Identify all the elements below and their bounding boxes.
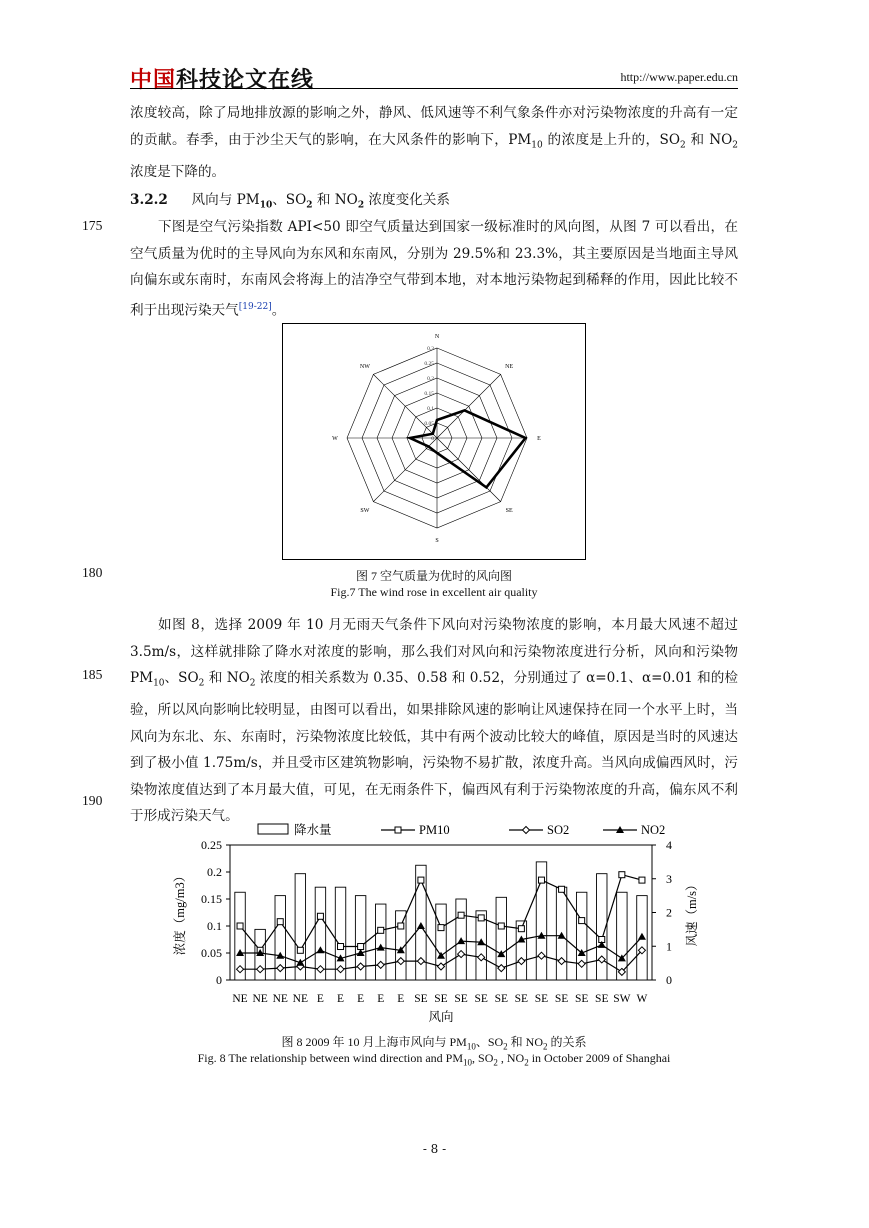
rose-direction-label: N — [434, 334, 440, 340]
rose-direction-label: NW — [359, 363, 370, 370]
rose-ring-label: 0.1 — [427, 406, 434, 412]
pm10-point — [338, 944, 344, 950]
legend-label: PM10 — [419, 823, 450, 837]
figure-8-caption-cn: 图 8 2009 年 10 月上海市风向与 $PM_{10}$、$SO_2$ 和 $NO_2$ 的关系 — [281, 1035, 587, 1052]
line-number: 180 — [82, 565, 103, 580]
site-logo: 中国科技论文在线 — [130, 68, 315, 93]
legend-label: 降水量 — [294, 823, 332, 837]
x-tick-label: SE — [474, 993, 488, 1005]
legend-marker — [523, 827, 530, 834]
rose-ring-label: 0 — [431, 436, 434, 442]
rose-direction-label: E — [537, 436, 541, 442]
y2-axis-label: 风速（m/s） — [685, 878, 699, 947]
x-tick-label: E — [397, 993, 405, 1005]
pm10-point — [458, 912, 464, 918]
rose-ring-label: 0.3 — [427, 346, 434, 352]
rose-direction-label: S — [435, 538, 439, 544]
rose-ring-label: 0.25 — [424, 361, 434, 367]
paragraph-1: 浓度较高，除了局地排放源的影响之外，静风、低风速等不利气象条件亦对污染物浓度的升高有一定的贡献。春季，由于沙尘天气的影响，在大风条件的影响下，$PM_{10}$ 的浓度是上升的，$SO_2$ 和 $NO_2$ 浓度是下降的。 — [130, 105, 738, 180]
pm10-point — [418, 877, 424, 883]
pm10-point — [538, 877, 544, 883]
line-number: 190 — [82, 793, 103, 808]
pm10-point — [237, 923, 243, 929]
x-tick-label: NE — [272, 993, 288, 1005]
precip-bar — [617, 892, 627, 980]
pm10-point — [398, 923, 404, 929]
rose-ring-label: 0.05 — [424, 421, 434, 427]
figure-8-caption-en: Fig. 8 The relationship between wind direction and $PM_{10}$, $SO_2$ , $NO_2$ in October 2009 of Shanghai — [197, 1051, 671, 1068]
y2-tick-label: 1 — [666, 939, 672, 954]
pm10-point — [579, 918, 585, 924]
x-tick-label: SE — [574, 993, 589, 1005]
rose-direction-label: NE — [505, 363, 514, 370]
x-tick-label: SE — [414, 993, 428, 1005]
legend-label: SO2 — [547, 823, 570, 837]
header-url[interactable]: http://www.paper.edu.cn — [620, 70, 738, 84]
legend-bar-swatch — [258, 824, 288, 834]
x-tick-label: SE — [434, 993, 448, 1005]
pm10-point — [639, 877, 645, 883]
y2-tick-label: 0 — [666, 973, 672, 987]
x-tick-label: SE — [595, 993, 609, 1005]
x-tick-label: NE — [232, 993, 248, 1005]
paragraph-3: 如图 8，选择 2009 年 10 月无雨天气条件下风向对污染物浓度的影响，本月最大风速不超过 3.5m/s，这样就排除了降水对浓度的影响，那么我们对风向和污染物浓度进行分析，风向和污染物 $PM_{10}$、$SO_2$ 和 $NO_2$ 浓度的相关系数为 0.35、0.58 和 0.52，分别通过了 α=0.1、α=0.01 和的检验，所以风向影响比较明显，由图可以看出，如果排除风速的影响让风速保持在同一个水平上时，当风向为东北、东、东南时，污染物浓度比较低，其中有两个波动比较大的峰值，原因是当时的风速达到了极小值 1.75m/s，并且受市区建筑物影响，污染物不易扩散，浓度升高。当风向成偏西风时，污染物浓度值达到了本月最大值，可见，在无雨条件下，偏西风有利于污染物浓度的升高，偏东风不利于形成污染天气。 — [130, 617, 738, 825]
x-tick-label: E — [377, 993, 385, 1005]
citation-link[interactable]: [19-22] — [238, 301, 272, 312]
x-tick-label: SE — [514, 993, 529, 1005]
pm10-point — [518, 926, 524, 932]
pm10-point — [478, 915, 484, 921]
x-tick-label: E — [337, 993, 345, 1005]
y-tick-label: 0.25 — [201, 838, 222, 852]
y-tick-label: 0 — [216, 973, 222, 987]
y-tick-label: 0.1 — [207, 919, 222, 933]
pm10-point — [619, 872, 625, 878]
y-tick-label: 0.05 — [201, 946, 222, 960]
line-number: 175 — [82, 218, 103, 233]
y2-tick-label: 3 — [666, 871, 672, 886]
section-heading: 3.2.2 风向与 $PM_{10}$、$SO_2$ 和 $NO_2$ 浓度变化关系 — [130, 192, 450, 211]
y2-tick-label: 2 — [666, 905, 672, 920]
x-tick-label: SE — [554, 993, 569, 1005]
page-number: - 8 - — [422, 1142, 447, 1156]
x-tick-label: NE — [292, 993, 309, 1005]
y-tick-label: 0.2 — [207, 865, 222, 879]
x-axis-label: 风向 — [428, 1010, 454, 1024]
legend-label: NO2 — [641, 823, 666, 837]
pm10-point — [277, 919, 283, 925]
x-tick-label: NE — [252, 993, 268, 1005]
rose-direction-label: W — [332, 436, 338, 442]
y-axis-label: 浓度（mg/m3） — [173, 869, 187, 956]
x-tick-label: E — [357, 993, 365, 1005]
pm10-point — [297, 947, 303, 953]
x-tick-label: E — [316, 993, 324, 1005]
y2-tick-label: 4 — [666, 838, 672, 852]
legend-marker — [395, 827, 401, 833]
wind-pollutant-chart — [160, 818, 720, 1032]
pm10-point — [559, 886, 565, 892]
rose-ring-label: 0.2 — [427, 376, 434, 382]
pm10-point — [317, 913, 323, 919]
pm10-point — [358, 944, 364, 950]
wind-rose-figure — [282, 323, 586, 560]
figure-7-caption-cn: 图 7 空气质量为优时的风向图 — [355, 569, 512, 583]
chart-plot — [172, 822, 699, 1024]
header-rule — [130, 88, 738, 89]
x-tick-label: SE — [534, 993, 549, 1005]
rose-direction-label: SW — [360, 508, 370, 515]
x-tick-label: W — [636, 993, 648, 1005]
pm10-point — [378, 927, 384, 933]
y-tick-label: 0.15 — [201, 892, 222, 906]
paragraph-2: 下图是空气污染指数 API<50 即空气质量达到国家一级标准时的风向图，从图 7 可以看出，在空气质量为优时的主导风向为东风和东南风，分别为 29.5%和 23.3%，其主要原因是当地面主导风向偏东或东南时，东南风会将海上的洁净空气带到本地，对本地污染物起到稀释的作用，因此比较不利于出现污染天气[19-22]。 — [130, 219, 738, 319]
rose-direction-label: SE — [505, 508, 513, 515]
x-tick-label: SW — [613, 993, 631, 1005]
line-number: 185 — [82, 667, 103, 682]
figure-7-caption-en: Fig.7 The wind rose in excellent air quality — [330, 585, 538, 599]
pm10-point — [438, 925, 444, 931]
x-tick-label: SE — [454, 993, 468, 1005]
x-tick-label: SE — [494, 993, 508, 1005]
rose-ring-label: 0.15 — [424, 391, 434, 397]
pm10-point — [498, 923, 504, 929]
